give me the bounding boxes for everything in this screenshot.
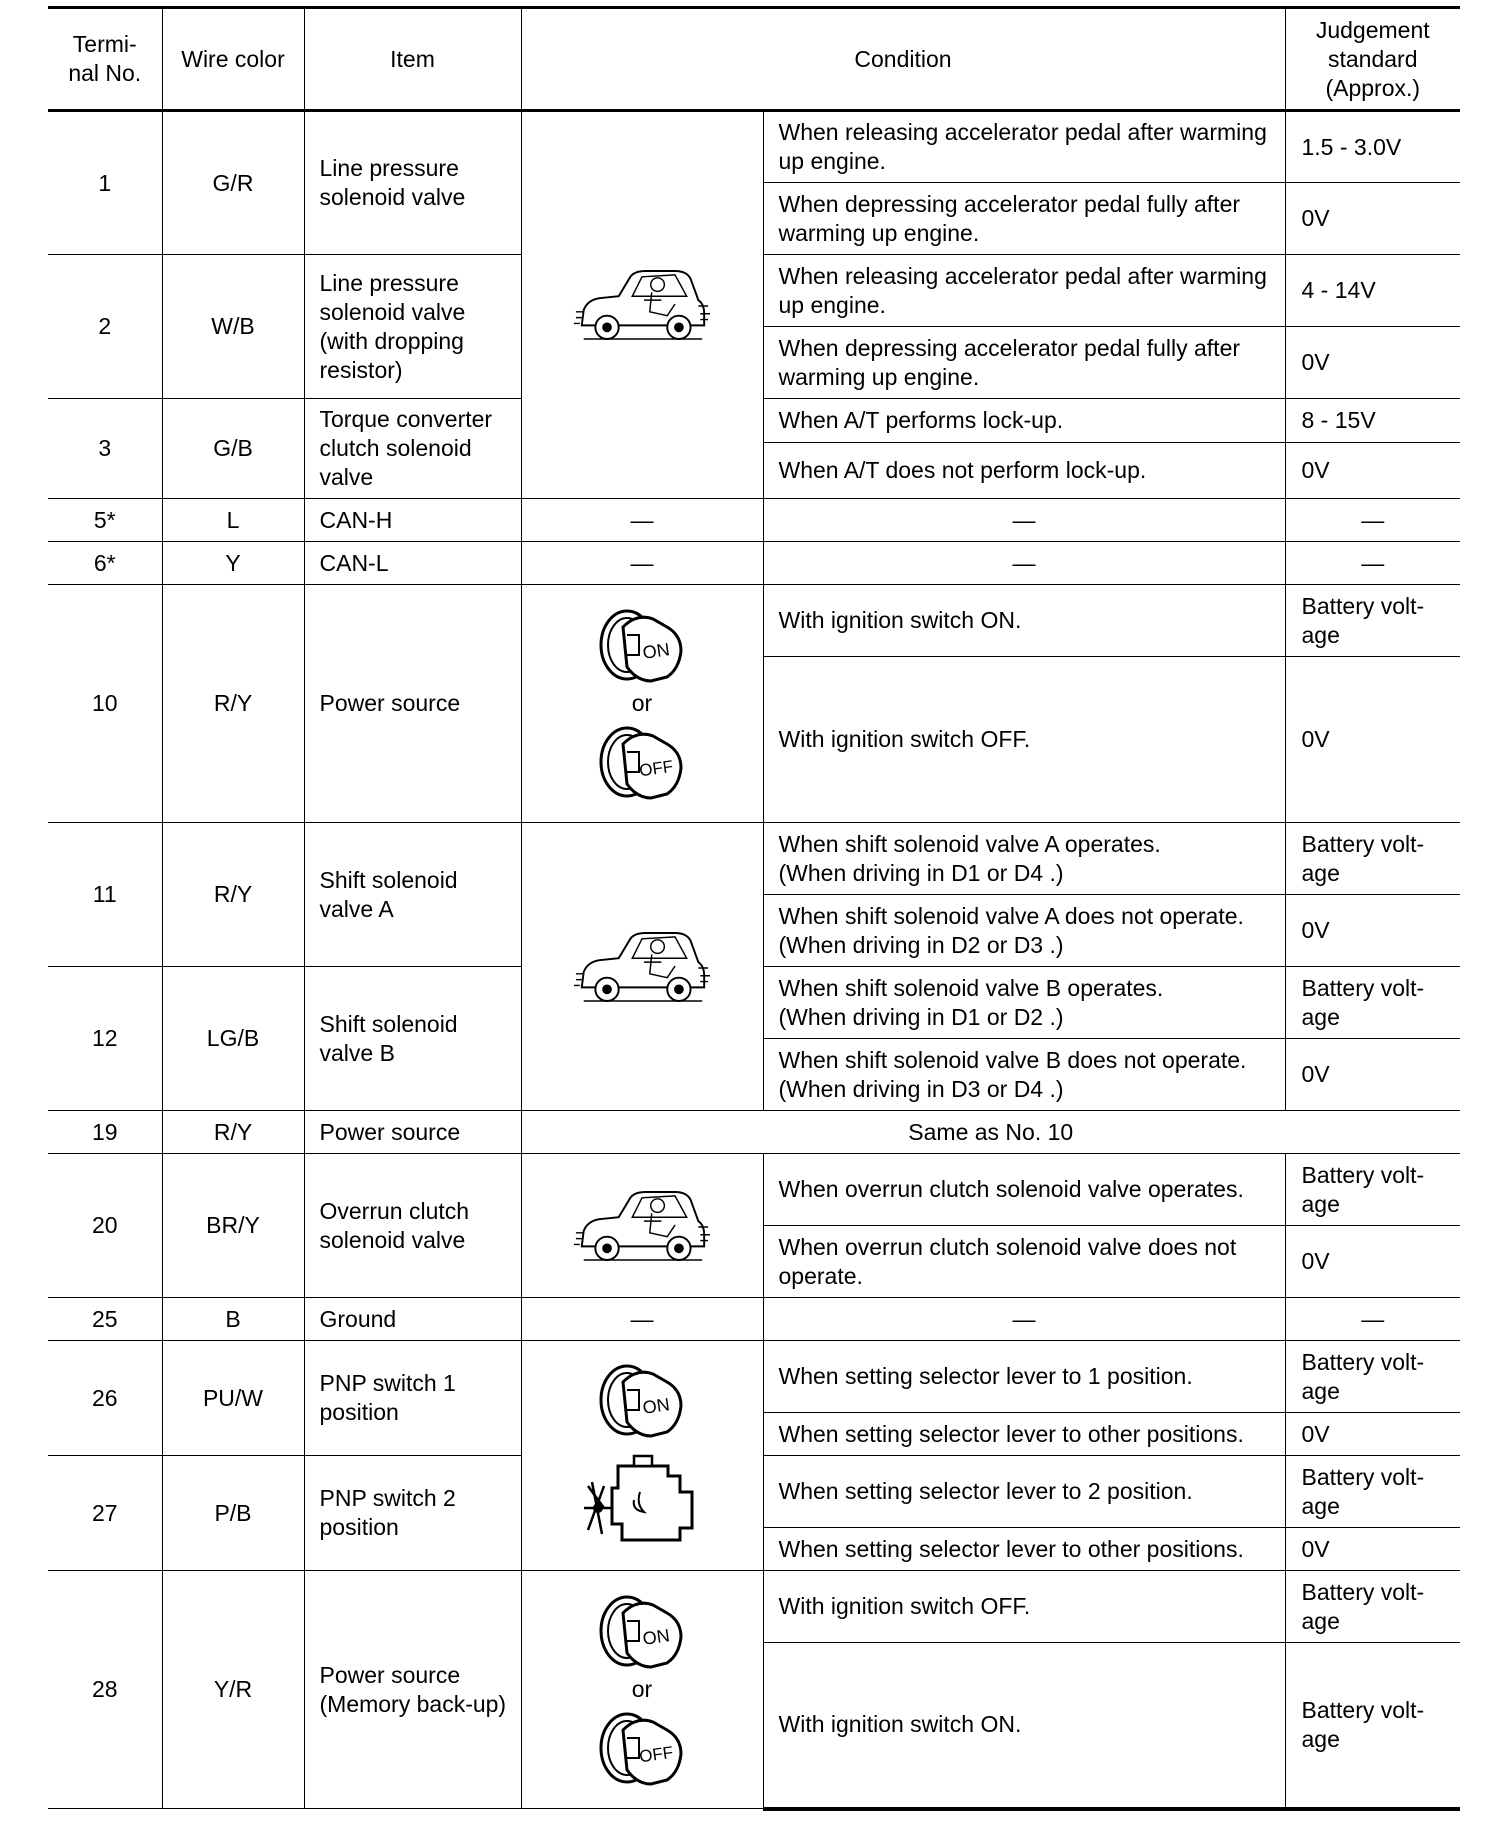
condition-text: When setting selector lever to 1 position. — [763, 1341, 1285, 1413]
item-name: Power source — [304, 585, 521, 823]
table-row — [48, 1111, 1460, 1154]
table-row — [48, 1154, 1460, 1226]
condition-text: When releasing accelerator pedal after warming up engine. — [763, 111, 1285, 183]
judgement-line: age — [1301, 621, 1340, 648]
terminal-number: 25 — [48, 1298, 162, 1341]
terminal-spec-table-wrapper — [48, 6, 1460, 1811]
terminal-number: 5* — [48, 499, 162, 542]
empty-dash: — — [521, 1298, 763, 1341]
terminal-number: 10 — [48, 585, 162, 823]
wire-color: G/R — [162, 111, 304, 255]
judgement-value: Battery volt- age — [1285, 1456, 1460, 1528]
wire-color: P/B — [162, 1456, 304, 1571]
header-item: Item — [304, 8, 521, 111]
terminal-number: 26 — [48, 1341, 162, 1456]
item-name: Shift solenoid valve B — [304, 967, 521, 1111]
item-name: PNP switch 2 position — [304, 1456, 521, 1571]
empty-dash: — — [521, 499, 763, 542]
judgement-value: Battery volt- age — [1285, 1571, 1460, 1643]
ignition-key-on-icon — [597, 605, 687, 685]
wire-color: BR/Y — [162, 1154, 304, 1298]
table-row — [48, 499, 1460, 542]
condition-text: With ignition switch OFF. — [763, 657, 1285, 823]
terminal-number: 19 — [48, 1111, 162, 1154]
judgement-value: Battery volt- age — [1285, 1154, 1460, 1226]
table-row — [48, 1341, 1460, 1413]
table-row — [48, 111, 1460, 183]
judgement-value: 0V — [1285, 1039, 1460, 1111]
condition-text: When setting selector lever to other positions. — [763, 1528, 1285, 1571]
judgement-value: 0V — [1285, 443, 1460, 499]
item-name: Power source (Memory back-up) — [304, 1571, 521, 1809]
wire-color: B — [162, 1298, 304, 1341]
wire-color: L — [162, 499, 304, 542]
empty-dash: — — [1285, 499, 1460, 542]
header-row — [48, 8, 1460, 111]
wire-color: R/Y — [162, 1111, 304, 1154]
or-text: or — [631, 690, 653, 716]
condition-text: When shift solenoid valve B does not operate. (When driving in D3 or D4 .) — [763, 1039, 1285, 1111]
condition-text: With ignition switch OFF. — [763, 1571, 1285, 1643]
condition-text: When depressing accelerator pedal fully after warming up engine. — [763, 183, 1285, 255]
header-judgement: Judgement standard (Approx.) — [1285, 8, 1460, 111]
same-as-note: Same as No. 10 — [521, 1111, 1460, 1154]
judgement-value: 0V — [1285, 1226, 1460, 1298]
item-name: Line pressure solenoid valve (with dropping resistor) — [304, 255, 521, 399]
ignition-engine-icon-cell — [521, 1341, 763, 1571]
table-row — [48, 542, 1460, 585]
terminal-spec-table — [48, 6, 1460, 1811]
wire-color: R/Y — [162, 823, 304, 967]
ignition-key-on-icon — [597, 1591, 687, 1671]
header-terminal: Termi- nal No. — [48, 8, 162, 111]
terminal-number: 28 — [48, 1571, 162, 1809]
header-wire-color: Wire color — [162, 8, 304, 111]
terminal-number: 12 — [48, 967, 162, 1111]
table-row — [48, 1298, 1460, 1341]
terminal-number: 1 — [48, 111, 162, 255]
judgement-value: 8 - 15V — [1285, 399, 1460, 443]
terminal-number: 2 — [48, 255, 162, 399]
ignition-icon-cell — [521, 585, 763, 823]
wire-color: LG/B — [162, 967, 304, 1111]
item-name: CAN-H — [304, 499, 521, 542]
driving-car-icon-cell — [521, 1154, 763, 1298]
condition-text: When releasing accelerator pedal after warming up engine. — [763, 255, 1285, 327]
condition-text: When A/T does not perform lock-up. — [763, 443, 1285, 499]
empty-dash: — — [763, 499, 1285, 542]
terminal-number: 27 — [48, 1456, 162, 1571]
terminal-number: 20 — [48, 1154, 162, 1298]
condition-text: With ignition switch ON. — [763, 1643, 1285, 1809]
judgement-value: 0V — [1285, 895, 1460, 967]
empty-dash: — — [1285, 1298, 1460, 1341]
judgement-value: 0V — [1285, 1413, 1460, 1456]
empty-dash: — — [763, 542, 1285, 585]
table-row — [48, 585, 1460, 657]
ignition-key-on-icon — [597, 1360, 687, 1440]
driving-car-icon — [574, 923, 710, 1011]
empty-dash: — — [763, 1298, 1285, 1341]
item-name: Overrun clutch solenoid valve — [304, 1154, 521, 1298]
judgement-value: 0V — [1285, 327, 1460, 399]
condition-text: When setting selector lever to other positions. — [763, 1413, 1285, 1456]
empty-dash: — — [1285, 542, 1460, 585]
ignition-key-off-icon — [597, 722, 687, 802]
judgement-value: 0V — [1285, 1528, 1460, 1571]
empty-dash: — — [521, 542, 763, 585]
driving-car-icon-cell — [521, 823, 763, 1111]
judgement-value: 0V — [1285, 183, 1460, 255]
terminal-number: 6* — [48, 542, 162, 585]
item-name: Line pressure solenoid valve — [304, 111, 521, 255]
table-row — [48, 823, 1460, 895]
condition-text: When A/T performs lock-up. — [763, 399, 1285, 443]
driving-car-icon-cell — [521, 111, 763, 499]
terminal-number: 11 — [48, 823, 162, 967]
wire-color: Y — [162, 542, 304, 585]
judgement-value: 0V — [1285, 657, 1460, 823]
judgement-value: Battery volt- age — [1285, 967, 1460, 1039]
table-row — [48, 1571, 1460, 1643]
wire-color: G/B — [162, 399, 304, 499]
wire-color: Y/R — [162, 1571, 304, 1809]
header-condition: Condition — [521, 8, 1285, 111]
condition-text: When shift solenoid valve A operates. (When driving in D1 or D4 .) — [763, 823, 1285, 895]
condition-text: When setting selector lever to 2 position. — [763, 1456, 1285, 1528]
condition-text: When depressing accelerator pedal fully after warming up engine. — [763, 327, 1285, 399]
item-name: Power source — [304, 1111, 521, 1154]
item-name: Shift solenoid valve A — [304, 823, 521, 967]
judgement-line: Battery volt- — [1301, 592, 1425, 619]
judgement-value: Battery volt- age — [1285, 823, 1460, 895]
driving-car-icon — [574, 261, 710, 349]
wire-color: PU/W — [162, 1341, 304, 1456]
wire-color: R/Y — [162, 585, 304, 823]
ignition-icon-cell — [521, 1571, 763, 1809]
ignition-key-off-icon — [597, 1708, 687, 1788]
item-name: Torque converter clutch solenoid valve — [304, 399, 521, 499]
judgement-value: Battery volt- age — [1285, 1643, 1460, 1809]
item-name: PNP switch 1 position — [304, 1341, 521, 1456]
condition-text: When overrun clutch solenoid valve does not operate. — [763, 1226, 1285, 1298]
judgement-value: 1.5 - 3.0V — [1285, 111, 1460, 183]
or-text: or — [631, 1676, 653, 1702]
judgement-value: Battery volt- age — [1285, 1341, 1460, 1413]
driving-car-icon — [574, 1182, 710, 1270]
engine-running-icon — [582, 1452, 702, 1552]
judgement-value: 4 - 14V — [1285, 255, 1460, 327]
condition-text: With ignition switch ON. — [763, 585, 1285, 657]
terminal-number: 3 — [48, 399, 162, 499]
condition-text: When shift solenoid valve A does not operate. (When driving in D2 or D3 .) — [763, 895, 1285, 967]
judgement-value — [1285, 585, 1460, 657]
wire-color: W/B — [162, 255, 304, 399]
condition-text: When shift solenoid valve B operates. (When driving in D1 or D2 .) — [763, 967, 1285, 1039]
item-name: Ground — [304, 1298, 521, 1341]
item-name: CAN-L — [304, 542, 521, 585]
condition-text: When overrun clutch solenoid valve operates. — [763, 1154, 1285, 1226]
